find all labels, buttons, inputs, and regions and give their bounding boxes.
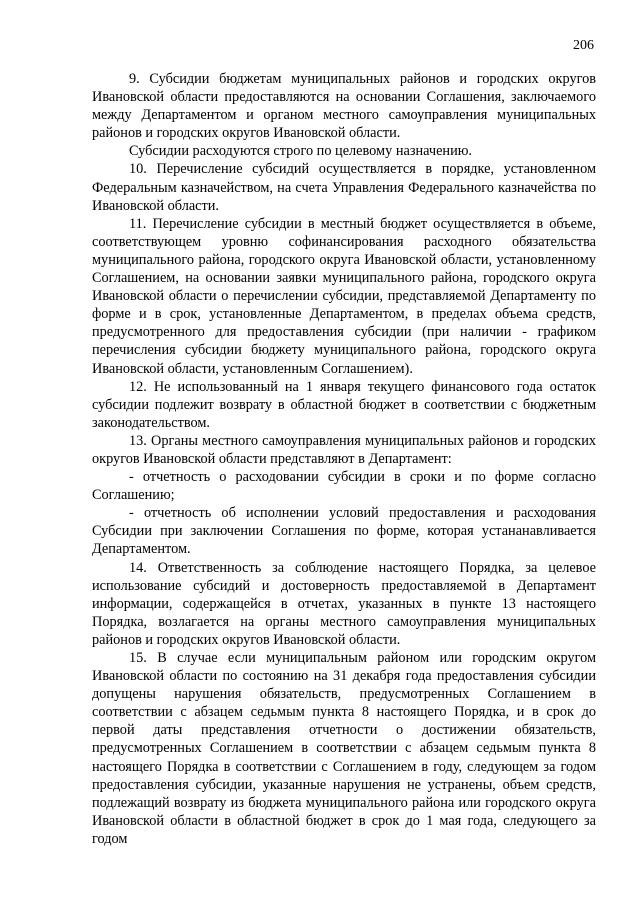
paragraph-10: 10. Перечисление субсидий осуществляется в порядке, установленном Федеральным казначейством, на счета Управления Федерального казначейства по Ивановской области. <box>92 161 596 214</box>
paragraph-13-item-1: - отчетность о расходовании субсидии в сроки и по форме согласно Соглашению; <box>92 469 596 504</box>
document-body <box>92 70 596 848</box>
paragraph-13-item-2: - отчетность об исполнении условий предоставления и расходования Субсидии при заключении Соглашения по форме, которая устананавливается Департаментом. <box>92 505 596 558</box>
paragraph-13: 13. Органы местного самоуправления муниципальных районов и городских округов Ивановской области представляют в Департамент: <box>92 432 596 467</box>
paragraph-12: 12. Не использованный на 1 января текущего финансового года остаток субсидии подлежит возврату в областной бюджет в соответствии с бюджетным законодательством. <box>92 378 596 431</box>
paragraph-15: 15. В случае если муниципальным районом или городским округом Ивановской области по состоянию на 31 декабря года предоставления субсидии допущены нарушения обязательств, предусмотренных Соглашением в соответствии с абзацем седьмым пункта 8 настоящего Порядка, и в срок до первой даты представления отчетности о достижении обязательств, предусмотренных Соглашением в соответствии с абзацем седьмым пункта 8 настоящего Порядка в соответствии с Соглашением в году, следующем за годом предоставления субсидии, указанные нарушения не устранены, объем средств, подлежащий возврату из бюджета муниципального района или городского округа Ивановской области в областной бюджет в срок до 1 мая года, следующего за годом <box>92 650 596 847</box>
paragraph-14: 14. Ответственность за соблюдение настоящего Порядка, за целевое использование субсидий и достоверность предоставляемой в Департамент информации, содержащейся в отчетах, указанных в пункте 13 настоящего Порядка, возлагается на органы местного самоуправления муниципальных районов и городских округов Ивановской области. <box>92 559 596 648</box>
paragraph-9-note: Субсидии расходуются строго по целевому назначению. <box>129 143 472 160</box>
paragraph-11: 11. Перечисление субсидии в местный бюджет осуществляется в объеме, соответствующем уровню софинансирования расходного обязательства муниципального района, городского округа Ивановской области, установленному Соглашением, на основании заявки муниципального района, городского округа Ивановской области о перечислении субсидии, представляемой Департаменту по форме и в срок, установленные Департаментом, в пределах объема средств, предусмотренного для предоставления субсидии (при наличии - графиком перечисления субсидии бюджету муниципального района, городского округа Ивановской области, установленным Соглашением). <box>92 215 596 377</box>
page-number: 206 <box>573 38 594 53</box>
paragraph-9: 9. Субсидии бюджетам муниципальных районов и городских округов Ивановской области предоставляются на основании Соглашения, заключаемого между Департаментом и органом местного самоуправления муниципальных районов и городских округов Ивановской области. <box>92 71 596 142</box>
